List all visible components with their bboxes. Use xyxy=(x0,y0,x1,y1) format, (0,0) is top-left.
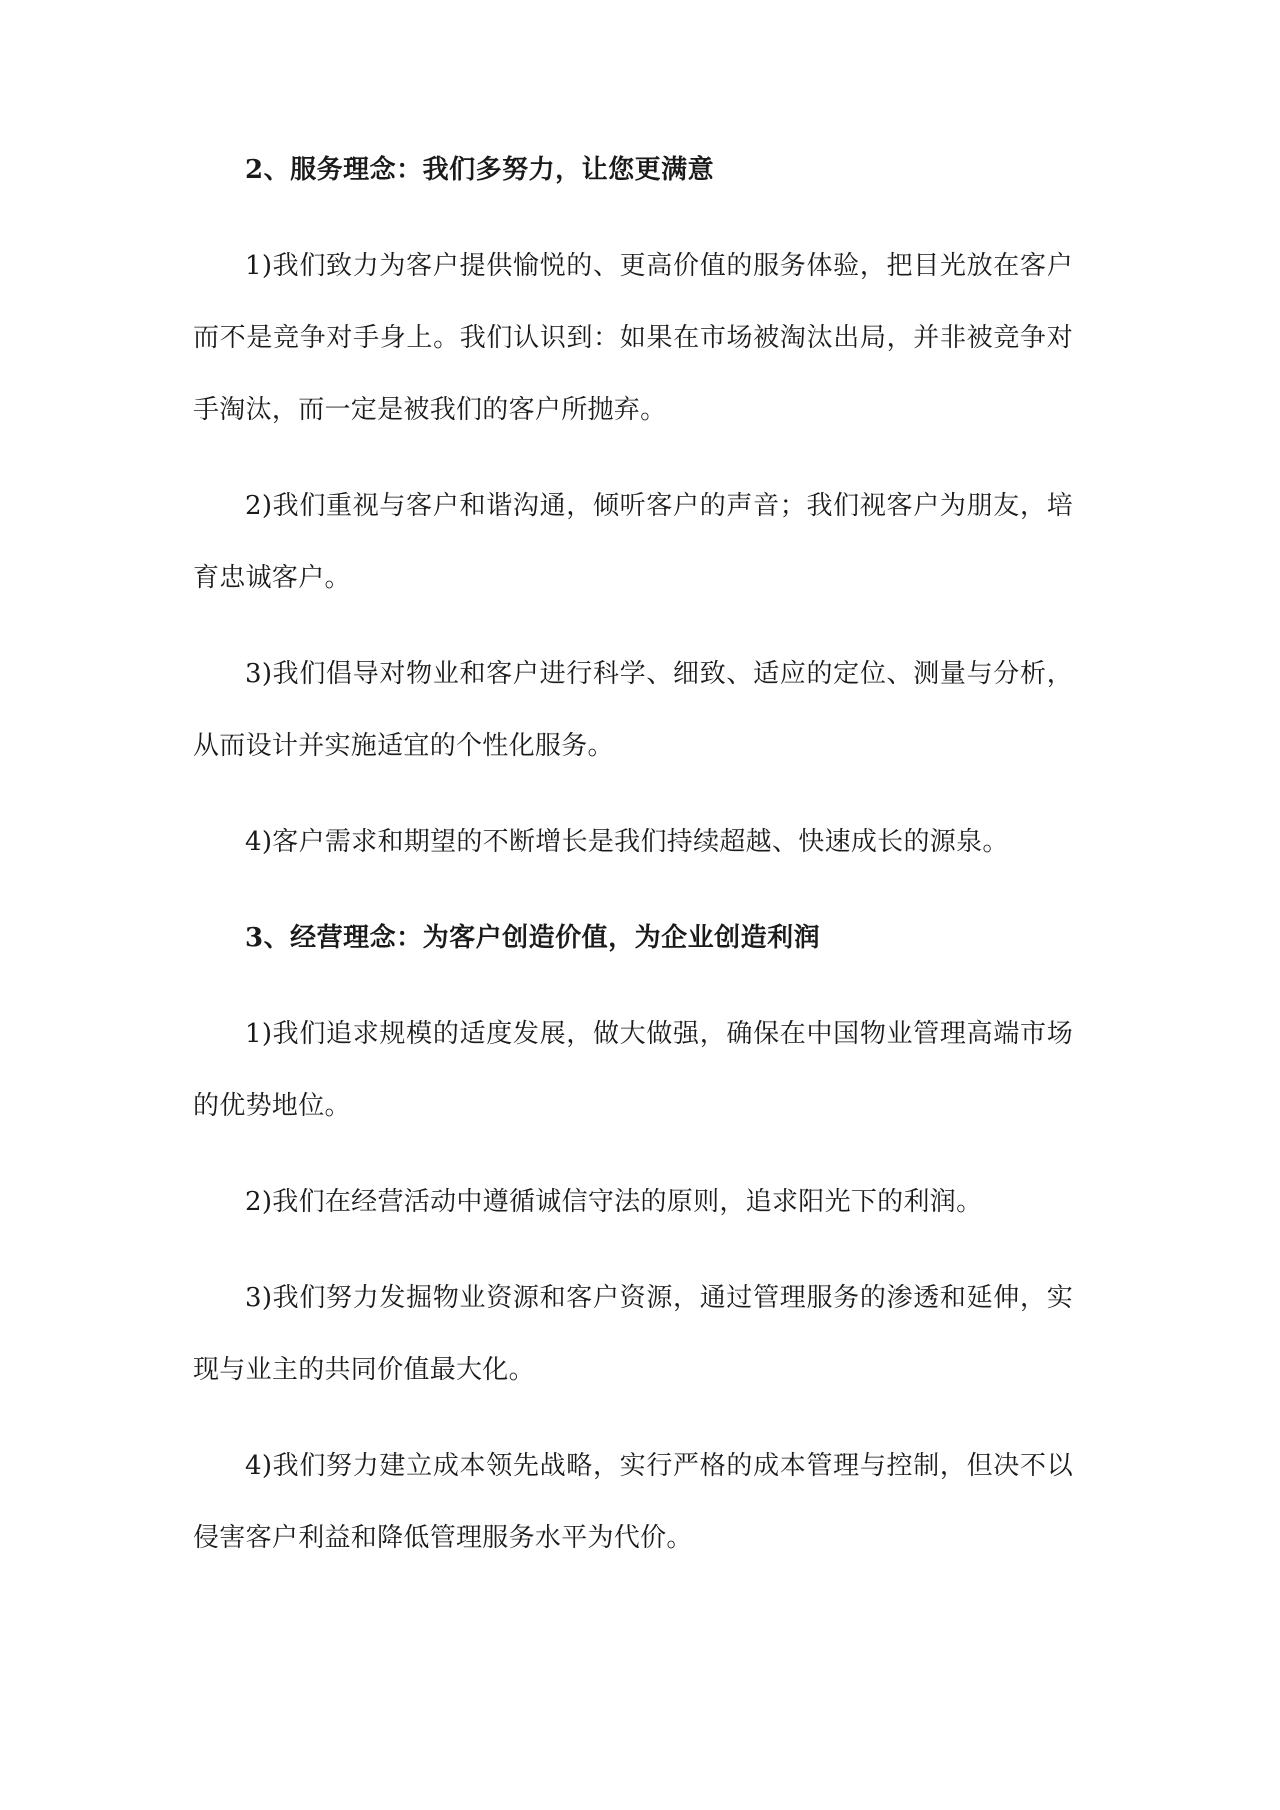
business-item-1: 1)我们追求规模的适度发展，做大做强，确保在中国物业管理高端市场的优势地位。 xyxy=(193,1019,1073,1121)
service-item-3: 3)我们倡导对物业和客户进行科学、细致、适应的定位、测量与分析，从而设计并实施适宜的个性化服务。 xyxy=(193,659,1073,761)
section-heading-business-philosophy: 3、经营理念：为客户创造价值，为企业创造利润 xyxy=(245,923,821,953)
service-item-2: 2)我们重视与客户和谐沟通，倾听客户的声音；我们视客户为朋友，培育忠诚客户。 xyxy=(193,491,1073,593)
section-heading-service-philosophy: 2、服务理念：我们多努力，让您更满意 xyxy=(245,155,715,185)
service-item-1: 1)我们致力为客户提供愉悦的、更高价值的服务体验，把目光放在客户而不是竞争对手身上。我们认识到：如果在市场被淘汰出局，并非被竞争对手淘汰，而一定是被我们的客户所抛弃。 xyxy=(193,251,1073,425)
business-item-2: 2)我们在经营活动中遵循诚信守法的原则，追求阳光下的利润。 xyxy=(245,1187,983,1217)
business-item-4: 4)我们努力建立成本领先战略，实行严格的成本管理与控制，但决不以侵害客户利益和降低管理服务水平为代价。 xyxy=(193,1451,1073,1553)
business-item-3: 3)我们努力发掘物业资源和客户资源，通过管理服务的渗透和延伸，实现与业主的共同价值最大化。 xyxy=(193,1283,1073,1385)
document-body xyxy=(193,152,1073,1574)
service-item-4: 4)客户需求和期望的不断增长是我们持续超越、快速成长的源泉。 xyxy=(245,827,1009,857)
